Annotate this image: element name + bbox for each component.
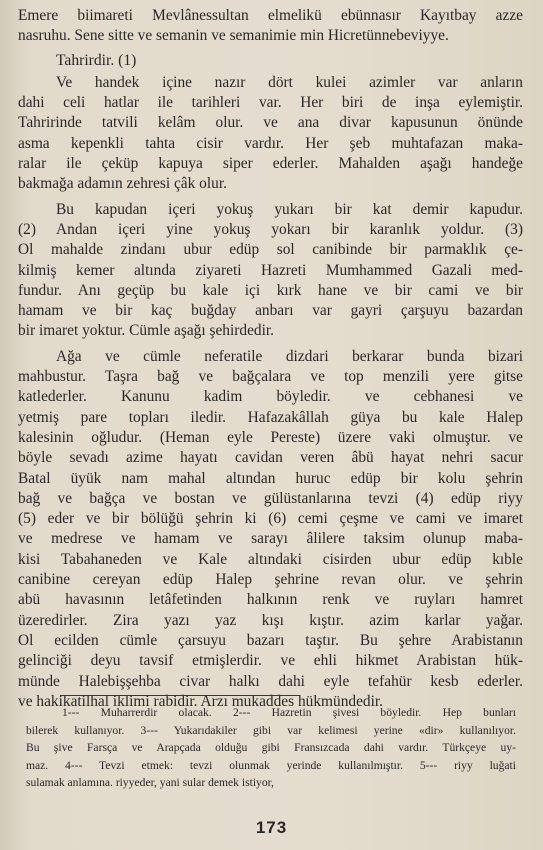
text-line: katlederler. Kanunu kadim böyledir. ve cebhanesi ve [18, 388, 523, 406]
page-number: 173 [255, 818, 288, 837]
text-line: gelinciği deyu tavsif etmişlerdir. ve ehli hikmet Arabistan hük- [18, 652, 523, 670]
text-line: ralar ile çeküp kapuya siper ederler. Mahalden aşağı handeğe [18, 155, 523, 173]
text-line: (5) eder ve bir bölüğü şehrin ki (6) cemi çeşme ve cami ve imaret [18, 510, 523, 528]
text-line: Emere biimareti Mevlânessultan elmelikü ebünnasır Kayıtbay azze [18, 7, 523, 24]
text-line: nasruhu. Sene sitte ve semanin ve semanimie min Hicretünnebeviyye. [18, 27, 449, 45]
text-line: bağ ve bağça ve bostan ve gülüstanlarına tevzi (4) edüp riyy [18, 489, 523, 507]
text-line: kisi Tabahaneden ve Kale altındaki cisirden ubur edüp kıble [18, 550, 523, 568]
text-line: Ol mahalde zindanı ubur edüp sol canibinde bir parmaklık çe- [18, 241, 523, 259]
text-line: böyle sevadı azime hayatı cavidan veren âbü hayat nehri sacur [18, 449, 523, 467]
footnote-line: sulamak anlamına. riyyeder, yani sular demek istiyor, [26, 776, 274, 789]
text-line: kilmiş kemer altında ziyareti Hazreti Mumhammed Gazali med- [18, 261, 523, 279]
text-line: hamam ve bir kaç buğday anbarı var gayri çarşuyu bazardan [18, 302, 523, 320]
footnote-line: bilerek kullanıyor. 3--- Yukarıdakiler gibi var kelimesi yerine «dir» kullanılıyor. [26, 723, 516, 737]
section-heading: Tahrirdir. (1) [56, 51, 137, 69]
text-line: Tahririnde tatvili kelâm olur. ve ana divar kapusunun önünde [18, 114, 523, 132]
footnotes [26, 704, 516, 792]
footnote-divider [60, 695, 300, 696]
main-text [18, 6, 523, 717]
paragraph [18, 73, 523, 195]
intro-paragraph [18, 6, 523, 47]
text-line: Ağa ve cümle neferatile dizdari berkarar bunda bizari [56, 347, 523, 365]
text-line: kalesinin oğludur. (Heman eyle Pereste) üzere vaki olmuştur. ve [18, 428, 523, 446]
text-line: mahbustur. Taşra bağ ve bağçalara ve top menzili yere gitse [18, 368, 523, 386]
paragraph [18, 347, 523, 712]
text-line: bir imaret yoktur. Cümle aşağı şehirdedir. [18, 322, 275, 340]
text-line: fundur. Anı geçüp bu kale içi kırk hane ve bir cami ve bir [18, 281, 523, 299]
paragraph [18, 200, 523, 342]
text-line: bakmağa adamın zehresi çâk olur. [18, 175, 227, 193]
text-line: Bu kapudan içeri yokuş yukarı bir kat demir kapudur. [56, 200, 523, 218]
text-line: asma kepenkli tahta cisir vardır. Her şeb muhtafazan maka- [18, 134, 523, 152]
text-line: üzeredirler. Zira yazı yaz kışı kıştır. azim karlar yağar. [18, 611, 523, 629]
text-line: (2) Andan içeri yine yokuş yokarı bir karanlık yoldur. (3) [18, 220, 523, 238]
footnote-line: Bu şive Farsça ve Arapçada olduğu gibi Fransızcada dahi vardır. Türkçeye uy- [26, 741, 516, 754]
text-line: dahi celi hatlar ile tarihleri var. Her biri de inşa eylemiştir. [18, 94, 523, 112]
text-line: canibine cereyan edüp Halep şehrine revan olur. ve şehrin [18, 571, 523, 589]
text-line: ve hakikatilhal iklimi rabidir. Arzı mukaddes hükmündedir. [18, 692, 384, 710]
footnote-line: maz. 4--- Tevzi etmek: tevzi olunmak yerinde kullanılmıştır. 5--- riyy luğati [26, 758, 516, 772]
text-line: abü havasının letâfetinden halkının renk ve ruyları hamret [18, 591, 523, 609]
text-line: Batal üyük nam mahal altından huruc edüp bir kolu şehrin [18, 469, 523, 487]
text-line: münde Halebişşehba civar halkı dahi eyle tefahür kesb ederler. [18, 672, 523, 690]
text-line: Ol ecilden cümle çarsuyu bazarı taştır. Bu şehre Arabistanın [18, 631, 523, 649]
text-line: Ve handek içine nazır dört kulei azimler var anların [56, 73, 523, 91]
footnote-line: 1--- Muharrerdir olacak. 2--- Hazretin şivesi böyledir. Hep bunları [62, 706, 516, 719]
text-line: ve medrese ve hamam ve sarayı âlilere taksim olunup maba- [18, 530, 523, 548]
text-line: yetmiş pare topları iledir. Hafazakâllah güya bu kale Halep [18, 408, 523, 426]
